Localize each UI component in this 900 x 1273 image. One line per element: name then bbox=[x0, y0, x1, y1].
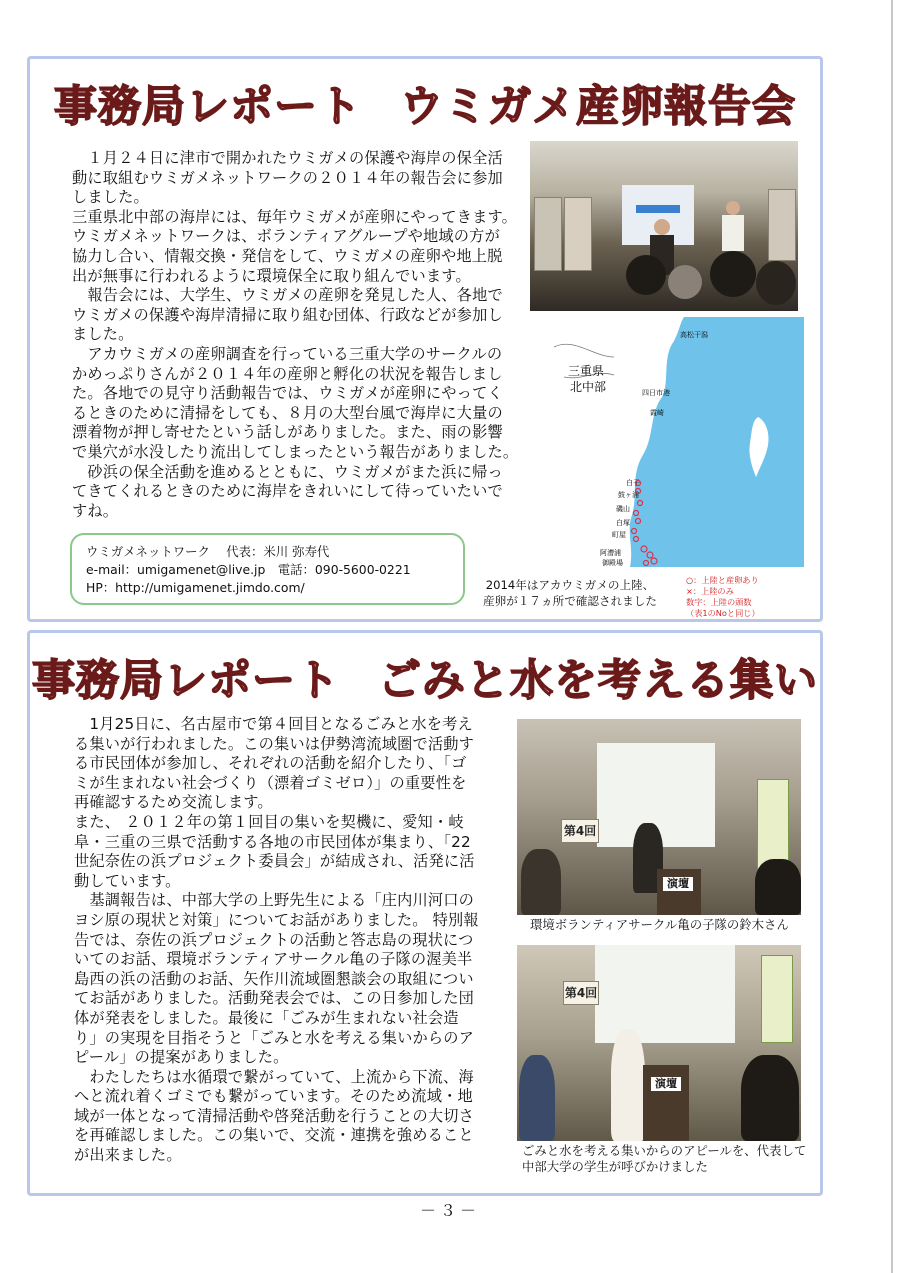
report-sea-turtle-section bbox=[27, 56, 823, 622]
photo-caption: 環境ボランティアサークル亀の子隊の鈴木さん bbox=[530, 917, 789, 932]
student-appeal-photo bbox=[517, 945, 801, 1141]
contact-box bbox=[70, 533, 465, 605]
projection-screen bbox=[595, 945, 735, 1043]
audience-figure bbox=[741, 1055, 799, 1141]
page-number: －３－ bbox=[419, 1201, 480, 1220]
banner bbox=[757, 779, 789, 871]
podium bbox=[657, 869, 701, 915]
report-meeting-photo bbox=[530, 141, 798, 311]
event-sign: 第4回 bbox=[561, 819, 599, 843]
contact-org: ウミガメネットワーク 代表：米川 弥寿代 bbox=[86, 544, 330, 559]
coast-map bbox=[534, 317, 804, 567]
audience-head bbox=[710, 251, 756, 297]
title-right: ごみと水を考える集い bbox=[378, 656, 818, 706]
page-edge-line bbox=[891, 0, 893, 1273]
speaker-figure bbox=[654, 219, 670, 235]
title-left: 事務局レポート bbox=[32, 656, 340, 706]
map-place-label: 阿漕浦 bbox=[600, 550, 621, 557]
audience-head bbox=[756, 261, 796, 305]
map-caption: 2014年はアカウミガメの上陸、 産卵が１７ヵ所で確認されました bbox=[483, 578, 657, 608]
article-body: １月２４日に津市で開かれたウミガメの保護や海岸の保全活 動に取組むウミガメネットワークの２０１４年の報告会に参加 しました。 三重県北中部の海岸には、毎年ウミガメが産卵にやってきます。 ウミガメネットワークは、ボランティアグループや地域の方が 協力し合い、情報交換・発信をして、ウミガメの産卵や地上脱 出が無事に行われるように環境保全に取り組んでいます。 報告会には、大学生、ウミガメの産卵を発見した人、各地で ウミガメの保護や海岸清掃に取り組む団体、行政などが参加し ました。 アカウミガメの産卵調査を行っている三重大学のサークルの かめっぷりさんが２０１４年の産卵と孵化の状況を報告しまし た。各地での見守り活動報告では、ウミガメが産卵にやってく るときのために清掃をしても、８月の大型台風で海岸に大量の 漂着物が押し寄せたという話しがありました。また、雨の影響 で巣穴が水没したり流出してしまったという報告がありました。 砂浜の保全活動を進めるとともに、ウミガメがまた浜に帰っ てきてくれるときのために海岸をきれいにして待っていたいで すね。 bbox=[72, 149, 519, 520]
map-place-label: 四日市港 bbox=[642, 390, 670, 397]
speaker-figure bbox=[611, 1029, 645, 1141]
title-right: ウミガメ産卵報告会 bbox=[400, 82, 796, 132]
audience-figure bbox=[755, 859, 801, 915]
map-legend: ○：上陸と産卵あり ×：上陸のみ 数字：上陸の頭数 （表1のNoと同じ） bbox=[686, 575, 760, 618]
audience-head bbox=[668, 265, 702, 299]
title-left: 事務局レポート bbox=[54, 82, 362, 132]
speaker-suzuki-photo bbox=[517, 719, 801, 915]
poster-panel bbox=[534, 197, 562, 271]
section-title bbox=[30, 73, 820, 134]
map-place-label: 霞崎 bbox=[650, 410, 664, 417]
podium-label: 演壇 bbox=[651, 1077, 681, 1091]
podium-label: 演壇 bbox=[663, 877, 693, 891]
banner bbox=[761, 955, 793, 1043]
section-title bbox=[30, 647, 820, 708]
audience-head bbox=[626, 255, 666, 295]
event-sign: 第4回 bbox=[563, 981, 599, 1005]
map-region-label: 北中部 bbox=[570, 380, 607, 394]
audience-figure bbox=[519, 1055, 555, 1141]
map-place-label: 高松干潟 bbox=[680, 332, 708, 339]
audience-figure bbox=[521, 849, 561, 915]
poster-panel bbox=[768, 189, 796, 261]
report-garbage-water-section bbox=[27, 630, 823, 1196]
map-place-label: 町屋 bbox=[612, 532, 626, 539]
speaker-figure bbox=[726, 201, 740, 215]
map-place-label: 白塚 bbox=[616, 520, 630, 527]
map-place-label: 御殿場 bbox=[602, 560, 623, 567]
map-region-label: 三重県 bbox=[568, 364, 605, 378]
map-place-label: 磯山 bbox=[616, 506, 630, 513]
contact-homepage: HP：http://umigamenet.jimdo.com/ bbox=[86, 580, 305, 595]
poster-panel bbox=[564, 197, 592, 271]
contact-email-phone: e-mail：umigamenet@live.jp 電話：090-5600-0221 bbox=[86, 562, 411, 577]
photo-caption: ごみと水を考える集いからのアピールを、代表して 中部大学の学生が呼びかけました bbox=[522, 1143, 807, 1174]
map-place-label: 白子 bbox=[626, 480, 640, 487]
map-place-label: 鼓ヶ浦 bbox=[618, 492, 639, 499]
article-body: 1月25日に、名古屋市で第４回目となるごみと水を考え る集いが行われました。この集いは伊勢湾流域圏で活動す る市民団体が参加し、それぞれの活動を紹介したり、「ゴ ミが生まれない社会づくり（漂着ゴミゼロ）」の重要性を 再確認するため交流します。 また、 ２０１２年の第１回目の集いを契機に、愛知・岐 阜・三重の三県で活動する各地の市民団体が集まり、「22 世紀奈佐の浜プロジェクト委員会」が結成され、活発に活 動しています。 基調報告は、中部大学の上野先生による「庄内川河口の ヨシ原の現状と対策」についてお話がありました。 特別報 告では、奈佐の浜プロジェクトの活動と答志島の現状につ いてのお話、環境ボランティアサークル亀の子隊の渥美半 島西の浜の活動のお話、矢作川流域圏懇談会の取組につい てお話がありました。活動発表会では、この日参加した団 体が発表をしました。最後に「ごみが生まれない社会造 り」の実現を目指そうと「ごみと水を考える集いからのア ピール」の提案がありました。 わたしたちは水循環で繋がっていて、上流から下流、海 へと流れ着くゴミでも繋がっています。そのため流域・地 域が一体となって清掃活動や啓発活動を行うことの大切さ を再確認しました。この集いで、交流・連携を強めること が出来ました。 bbox=[74, 715, 479, 1165]
